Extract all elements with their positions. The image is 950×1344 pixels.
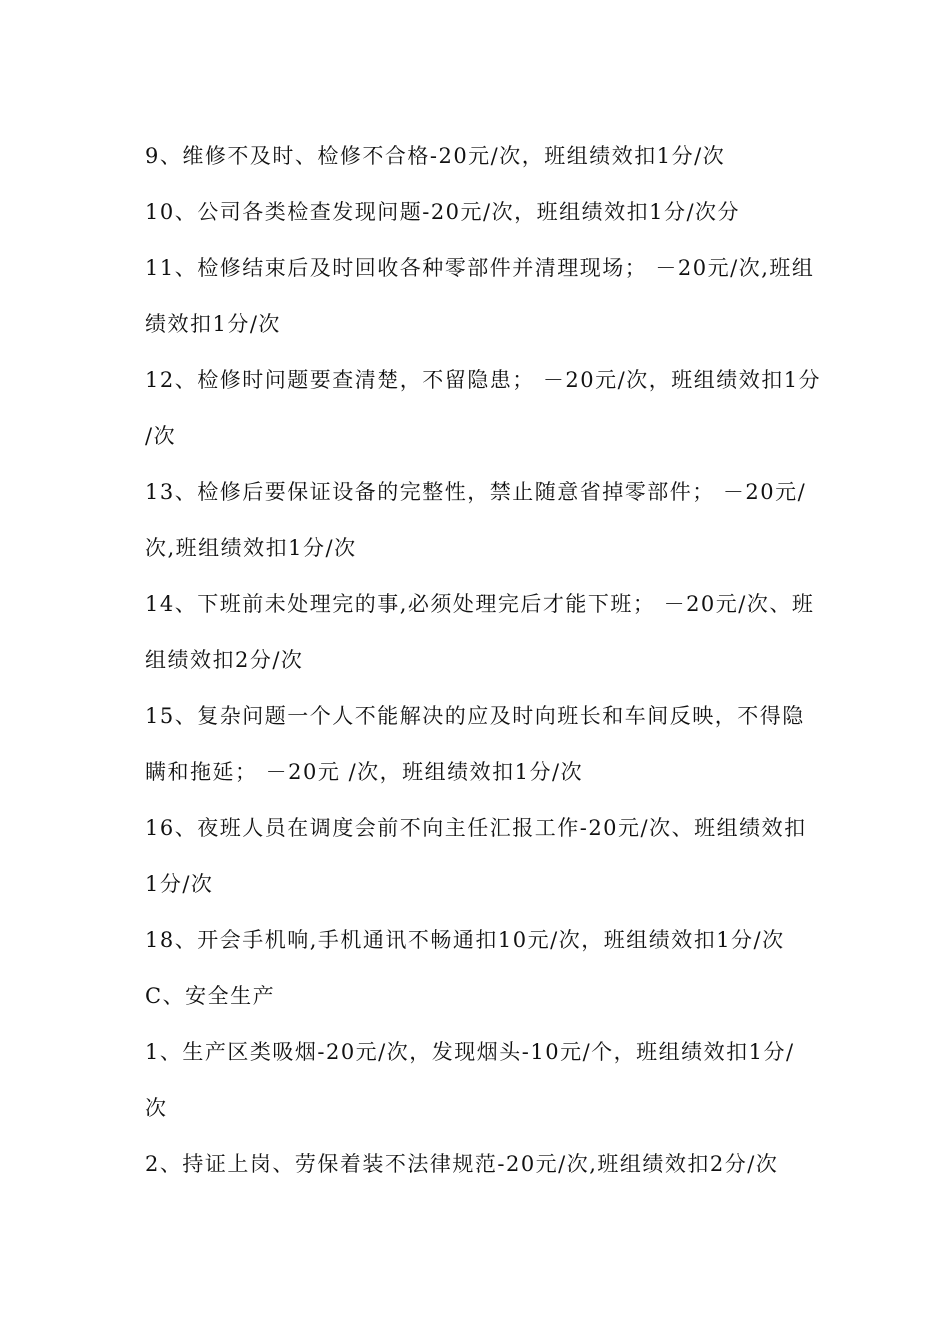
text-line: 1分/次	[145, 872, 214, 896]
text-line: 瞒和拖延； －20元 /次，班组绩效扣1分/次	[145, 760, 584, 784]
text-line: 1、生产区类吸烟-20元/次，发现烟头-10元/个，班组绩效扣1分/	[145, 1040, 795, 1064]
text-line: 15、复杂问题一个人不能解决的应及时向班长和车间反映，不得隐	[145, 704, 805, 728]
text-line: 14、下班前未处理完的事,必须处理完后才能下班； －20元/次、班	[145, 592, 815, 616]
text-line: 13、检修后要保证设备的完整性，禁止随意省掉零部件； －20元/	[145, 480, 807, 504]
text-line: 18、开会手机响,手机通讯不畅通扣10元/次，班组绩效扣1分/次	[145, 928, 785, 952]
text-line: 16、夜班人员在调度会前不向主任汇报工作-20元/次、班组绩效扣	[145, 816, 807, 840]
text-line: 11、检修结束后及时回收各种零部件并清理现场； －20元/次,班组	[145, 256, 815, 280]
text-line: 绩效扣1分/次	[145, 312, 281, 336]
text-line: 12、检修时问题要查清楚，不留隐患； －20元/次，班组绩效扣1分	[145, 368, 822, 392]
document-body	[145, 142, 822, 1206]
text-line: 组绩效扣2分/次	[145, 648, 304, 672]
text-line: 次,班组绩效扣1分/次	[145, 536, 357, 560]
section-heading: C、安全生产	[145, 984, 276, 1008]
text-line: 9、维修不及时、检修不合格-20元/次，班组绩效扣1分/次	[145, 144, 726, 168]
text-line: 2、持证上岗、劳保着装不法律规范-20元/次,班组绩效扣2分/次	[145, 1152, 779, 1176]
text-line: 次	[145, 1096, 168, 1120]
text-line: /次	[145, 424, 177, 448]
text-line: 10、公司各类检查发现问题-20元/次，班组绩效扣1分/次分	[145, 200, 741, 224]
